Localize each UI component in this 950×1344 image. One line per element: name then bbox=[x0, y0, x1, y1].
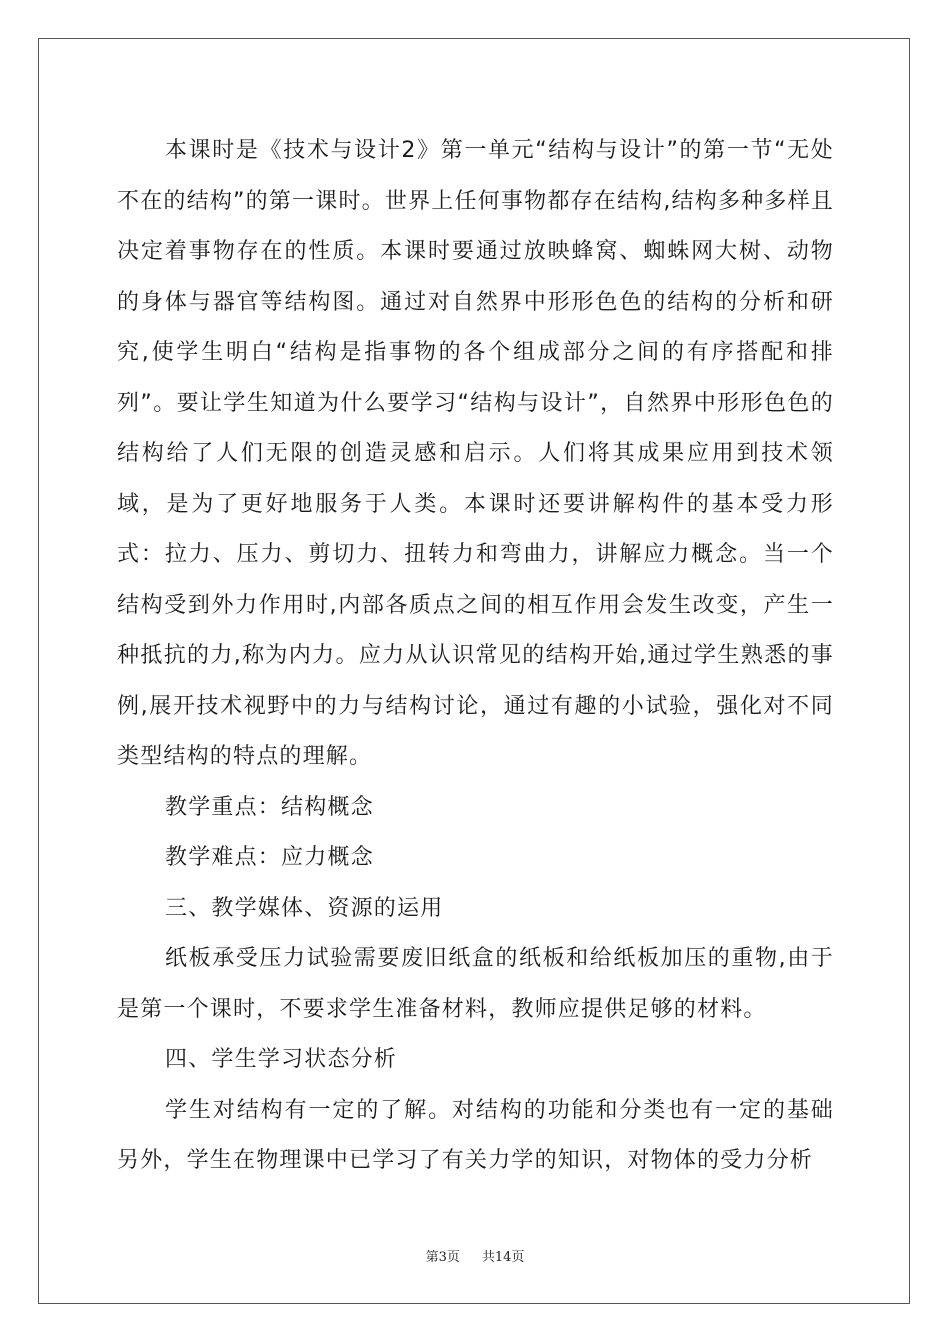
paragraph-student-analysis: 学生对结构有一定的了解。对结构的功能和分类也有一定的基础另外，学生在物理课中已学习了有关力学的知识，对物体的受力分析 bbox=[117, 1097, 834, 1173]
page-footer bbox=[0, 1246, 950, 1265]
section-heading-student-analysis: 四、学生学习状态分析 bbox=[165, 1047, 398, 1072]
paragraph-key-point: 教学重点：结构概念 bbox=[165, 794, 374, 820]
paragraph-intro: 本课时是《技术与设计2》第一单元“结构与设计”的第一节“无处不在的结构”的第一课时。世界上任何事物都存在结构,结构多种多样且决定着事物存在的性质。本课时要通过放映蜂窝、蜘蛛网大树、动物的身体与器官等结构图。通过对自然界中形形色色的结构的分析和研究,使学生明白“结构是指事物的各个组成部分之间的有序搭配和排列”。要让学生知道为什么要学习“结构与设计”，自然界中形形色色的结构给了人们无限的创造灵感和启示。人们将其成果应用到技术领域，是为了更好地服务于人类。本课时还要讲解构件的基本受力形式：拉力、压力、剪切力、扭转力和弯曲力，讲解应力概念。当一个结构受到外力作用时,内部各质点之间的相互作用会发生改变，产生一种抵抗的力,称为内力。应力从认识常见的结构开始,通过学生熟悉的事例,展开技术视野中的力与结构讨论，通过有趣的小试验，强化对不同类型结构的特点的理解。 bbox=[117, 138, 834, 769]
paragraph-difficult-point: 教学难点：应力概念 bbox=[165, 845, 374, 870]
page-total: 共14页 bbox=[481, 1250, 525, 1265]
paragraph-media: 纸板承受压力试验需要废旧纸盒的纸板和给纸板加压的重物,由于是第一个课时，不要求学生准备材料，教师应提供足够的材料。 bbox=[117, 946, 834, 1022]
document-body bbox=[117, 126, 834, 1187]
page-number: 第3页 bbox=[425, 1250, 460, 1265]
section-heading-media: 三、教学媒体、资源的运用 bbox=[165, 895, 444, 921]
